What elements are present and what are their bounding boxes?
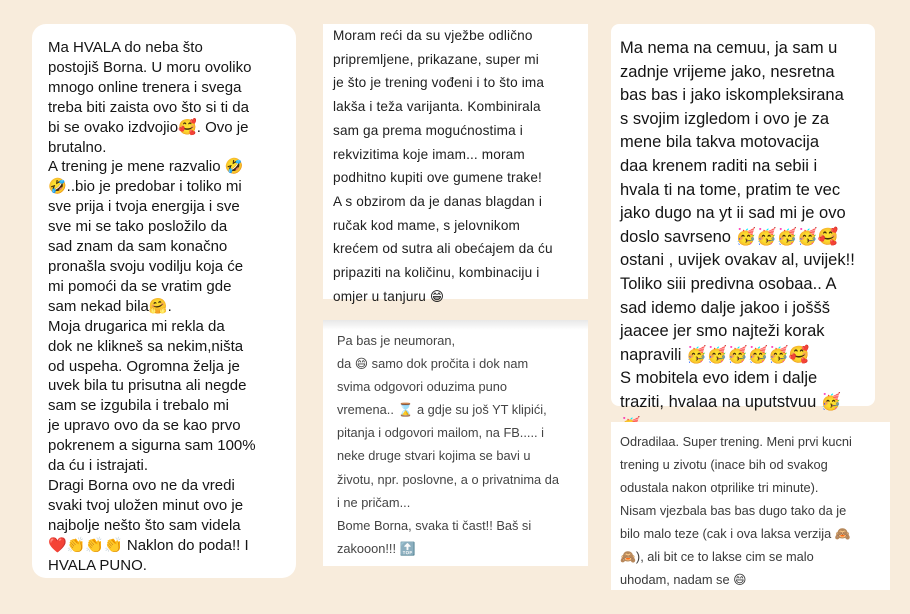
comment-text-5: Odradilaa. Super trening. Meni prvi kucni trening u zivotu (inace bih od svakog odustala nakon otprilike tri minute). Nisam vjezbala bas bas dugo tako da je bilo malo teze (cak i ova laksa verzija 🙈 🙈), ali bit ce to lakse cim se malo uhodam, nadam se 😄 [620,434,852,587]
comment-text-1: Ma HVALA do neba što postojiš Borna. U moru ovoliko mnogo online trenera i svega treba biti zaista ovo što si ti da bi se ovako izdvojio🥰. Ovo je brutalno. A trening je mene razvalio 🤣 🤣..bio je predobar i toliko mi sve prija i tvoja energija i sve sve mi se tako posložilo da sad znam da sam konačno pronašla svoju vodilju koja će mi pomoći da se vratim gde sam nekad bila🤗. Moja drugarica mi rekla da dok ne klikneš sa nekim,ništa od uspeha. Ogromna želja je uvek bila tu prisutna ali negde sam se izgubila i trebalo mi je upravo ovo da se kao prvo pokrenem a sigurna sam 100% da ću i istrajati. Dragi Borna ovo ne da vredi svaki tvoj uložen minut ovo je najbolje nešto što sam videla ❤️👏👏👏 Naklon do poda!! I HVALA PUNO. [48,39,256,574]
comment-card-5 [611,422,890,590]
cropped-top-shadow [323,320,588,330]
comment-card-3 [323,320,588,566]
comment-text-3: Pa bas je neumoran, da 😄 samo dok pročita i dok nam svima odgovori oduzima puno vremena.. ⌛ a gdje su još YT klipići, pitanja i odgovori mailom, na FB..... i neke druge stvari kojima se bavi u životu, npr. poslovne, a o privatnima da i ne pričam... Bome Borna, svaka ti čast!! Baš si zakooon!!! 🔝 [337,333,559,556]
comment-card-4 [611,24,875,411]
comment-card-2 [323,24,588,304]
comment-text-4: Ma nema na cemuu, ja sam u zadnje vrijeme jako, nesretna bas bas i jako iskompleksirana s svojim izgledom i ovo je za mene bila takva motovacija daa krenem raditi na sebii i hvala ti na tome, pratim te vec jako dugo na yt ii sad mi je ovo doslo savrseno 🥳🥳🥳🥳🥰 ostani , uvijek ovakav al, uvijek!! Toliko siii predivna osobaa.. A sad idemo dalje jakoo i joššš jaacee jer smo najteži korak napravili 🥳🥳🥳🥳🥳🥰 S mobitela evo idem i dalje traziti, hvalaa na uputstvuu 🥳 [620,39,855,411]
comment-text-2: Moram reći da su vježbe odlično pripremljene, prikazane, super mi je što je trening vođeni i to što ima lakša i teža varijanta. Kombinirala sam ga prema mogućnostima i rekvizitima koje imam... moram podhitno kupiti ove gumene trake! A s obzirom da je danas blagdan i ručak kod mame, s jelovnikom krećem od sutra ali obećajem da ću pripaziti na količinu, kombinaciju i omjer u tanjuru 😁 [333,28,553,304]
comment-card-1 [32,24,296,578]
